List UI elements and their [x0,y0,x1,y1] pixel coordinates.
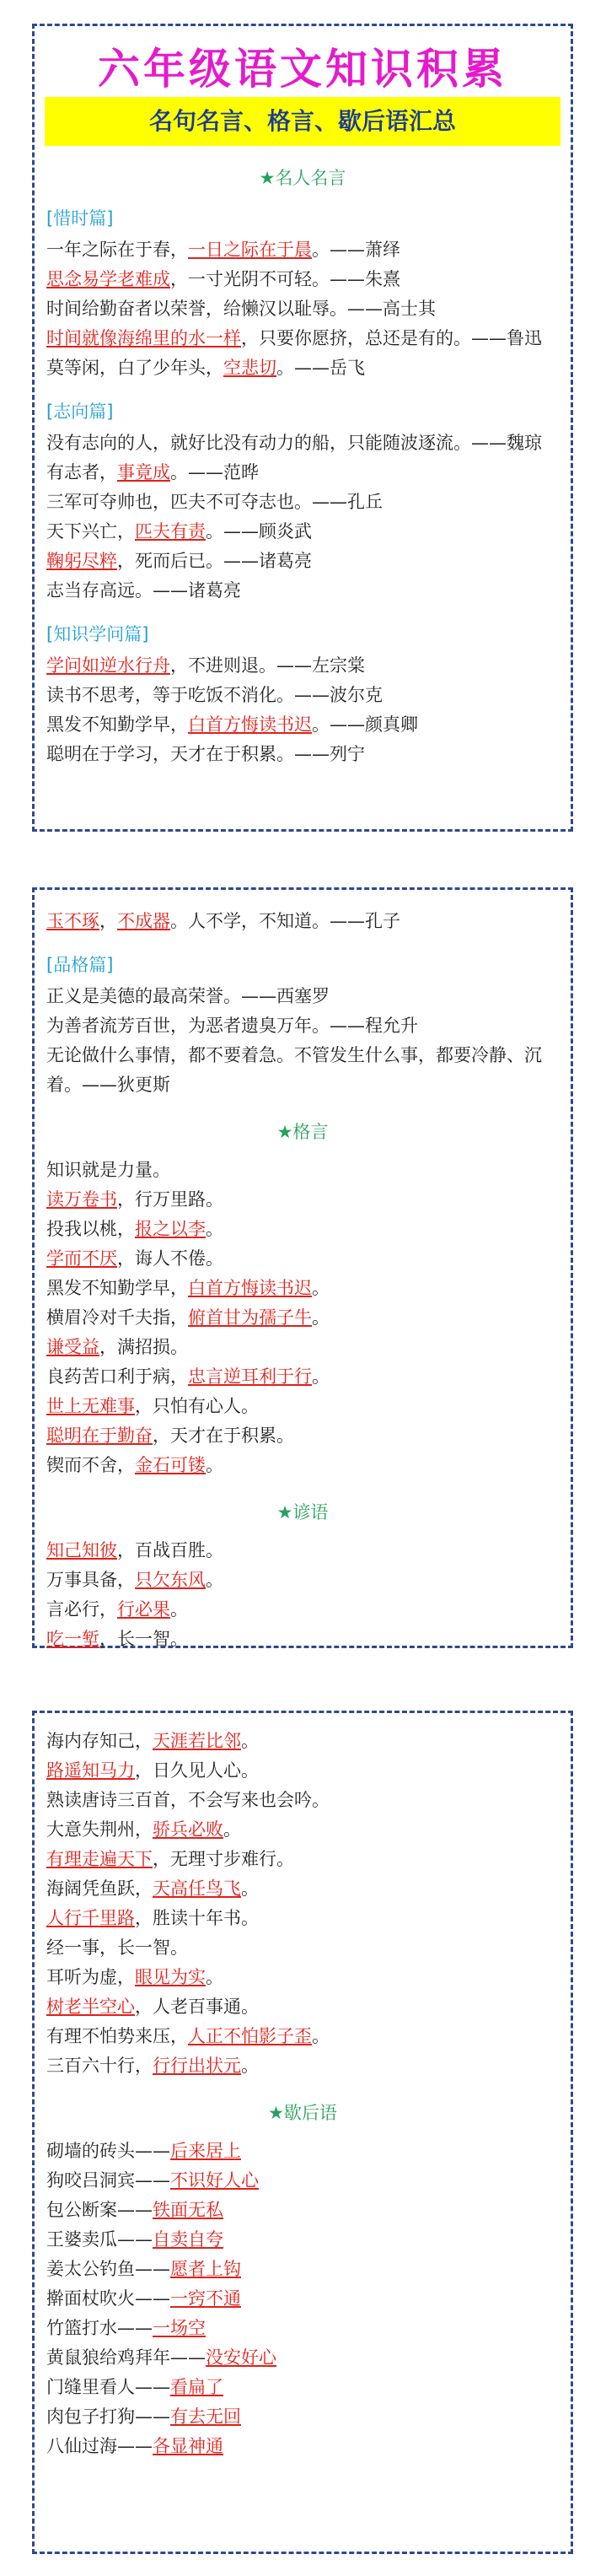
quote-text: 。 [206,1570,223,1590]
quote-line [46,1274,559,1303]
highlight: 知己知彼 [46,1540,117,1560]
highlight: 天涯若比邻 [153,1731,241,1751]
quote-text: ，死而后已。——诸葛亮 [117,551,312,571]
highlight: 没安好心 [206,2347,276,2368]
card-famous-quotes [32,24,573,832]
quote-text: 一年之际在于春， [46,240,188,260]
quote-line [46,1011,559,1041]
quote-text: ，不进则退。——左宗棠 [170,655,365,676]
quote-line [46,2196,559,2225]
highlight: 一窍不通 [170,2288,241,2309]
quote-text: 狗咬吕洞宾—— [46,2170,170,2191]
quote-text: 。 [223,1819,241,1840]
highlight: 思念易学老难成 [46,269,170,289]
quote-line [46,2225,559,2255]
quote-text: 耳听为虚， [46,1967,135,1987]
quote-line [46,710,559,740]
quote-line [46,1566,559,1595]
quote-text: 有理不怕势来压， [46,2026,188,2046]
list-mottos [46,1156,559,1480]
quote-line [46,265,559,294]
quote-text: ，胜读十年书。 [135,1908,259,1928]
highlight: 忠言逆耳利于行 [188,1366,312,1387]
quote-line [46,2314,559,2343]
quote-line [46,1421,559,1451]
quote-text: ，只要你愿挤，总还是有的。——鲁迅 [241,328,542,348]
quote-line [46,2373,559,2402]
quote-line [46,1244,559,1274]
quote-text: ，百战百胜。 [117,1540,223,1560]
highlight: 空悲切 [223,358,276,378]
quote-line [46,2432,559,2461]
quote-text: 莫等闲，白了少年头， [46,358,223,378]
quote-line [46,353,559,383]
highlight: 有理走遍天下 [46,1849,153,1869]
highlight: 白首方悔读书迟 [188,714,312,735]
quote-text: 姜太公钓鱼—— [46,2259,170,2279]
quote-line [46,2343,559,2373]
quote-line [46,1451,559,1480]
quote-line [46,576,559,606]
page-title: 六年级语文知识积累 [98,45,507,94]
quote-text: 良药苦口利于病， [46,1366,188,1387]
quote-text: 天下兴亡， [46,521,135,542]
quote-text: 读书不思考，等于吃饭不消化。——波尔克 [46,685,383,705]
quote-text: 。——岳飞 [276,358,365,378]
quote-line [46,2284,559,2314]
quote-line [46,458,559,488]
quote-text: 言必行， [46,1599,117,1619]
quote-text: ，行万里路。 [117,1189,223,1210]
highlight: 学问如逆水行舟 [46,655,170,676]
list-proverbs-b [46,1727,559,2081]
quote-line [46,1625,559,1654]
highlight: 金石可镂 [135,1455,206,1475]
highlight: 匹夫有责 [135,521,206,542]
quote-text: 。 [241,1731,259,1751]
quote-line [46,1963,559,1992]
quote-text: 。 [312,1366,330,1387]
highlight: 不识好人心 [170,2170,259,2191]
quote-text: 没有志向的人，就好比没有动力的船，只能随波逐流。——魏琼 [46,433,542,453]
quote-text: 横眉冷对千夫指， [46,1307,188,1328]
highlight: 报之以李 [135,1219,206,1239]
quote-line [46,2051,559,2081]
quote-text: 聪明在于学习，天才在于积累。——列宁 [46,744,365,764]
quote-line [46,1392,559,1421]
highlight: 事竟成 [117,462,170,482]
quote-line [46,1874,559,1904]
quote-line [46,1933,559,1963]
quote-text: 。 [206,1455,223,1475]
highlight: 白首方悔读书迟 [188,1278,312,1298]
highlight: 各显神通 [153,2436,223,2456]
highlight: 后来居上 [170,2141,241,2161]
quote-text: 。人不学，不知道。——孔子 [170,911,400,931]
quote-line [46,428,559,458]
highlight: 路遥知马力 [46,1760,135,1781]
section-famous-quotes: ★名人名言 [259,168,346,188]
quote-text: 八仙过海—— [46,2436,153,2456]
highlight: 俯首甘为孺子牛 [188,1307,312,1328]
list-proverbs-a [46,1536,559,1654]
quote-text: 黄鼠狼给鸡拜年—— [46,2347,206,2368]
quote-text: 。 [241,1878,259,1899]
quote-line [46,1727,559,1756]
quote-line [46,1303,559,1333]
quote-text: 投我以桃， [46,1219,135,1239]
highlight: 天高任鸟飞 [153,1878,241,1899]
quote-line [46,294,559,324]
quote-text: ，诲人不倦。 [117,1248,223,1269]
highlight: 愿者上钩 [170,2259,241,2279]
quote-text: 包公断案—— [46,2200,153,2220]
quote-text: 大意失荆州， [46,1819,153,1840]
quote-text: 海阔凭鱼跃， [46,1878,153,1899]
quote-line [46,1333,559,1362]
quote-text: 有志者， [46,462,117,482]
quote-text: 王婆卖瓜—— [46,2229,153,2250]
quote-text: 。 [170,1599,188,1619]
quote-line [46,1362,559,1392]
category-character: [品格篇] [46,955,114,975]
quote-text: 熟读唐诗三百首，不会写来也会吟。 [46,1790,330,1810]
quote-text: ，人老百事通。 [135,1997,259,2017]
highlight: 有去无回 [170,2406,241,2427]
highlight: 时间就像海绵里的水一样 [46,328,241,348]
quote-text: 。——颜真卿 [312,714,418,735]
highlight: 人行千里路 [46,1908,135,1928]
quote-text: 经一事，长一智。 [46,1937,188,1958]
quote-text: 海内存知己， [46,1731,153,1751]
quote-text: 。 [312,1307,330,1328]
highlight: 只欠东风 [135,1570,206,1590]
highlight: 一场空 [153,2318,206,2338]
quote-line [46,907,559,936]
quote-line [46,982,559,1011]
list-character [46,982,559,1100]
quote-line [46,517,559,547]
quote-text: 锲而不舍， [46,1455,135,1475]
quote-text: 知识就是力量。 [46,1160,170,1180]
highlight: 眼见为实 [135,1967,206,1987]
highlight: 行行出状元 [153,2056,241,2076]
highlight: 铁面无私 [153,2200,223,2220]
quote-line [46,681,559,710]
quote-text: 。——萧绎 [312,240,400,260]
highlight: 世上无难事 [46,1396,135,1416]
quote-text: 。 [206,1219,223,1239]
quote-line [46,1815,559,1845]
highlight: 行必果 [117,1599,170,1619]
quote-line [46,324,559,353]
quote-line [46,547,559,576]
list-xiehouyu [46,2137,559,2461]
highlight: 一日之际在于晨 [188,240,312,260]
highlight: 学而不厌 [46,1248,117,1269]
quote-line [46,1215,559,1244]
quote-line [46,1904,559,1933]
highlight: 看扁了 [170,2377,223,2397]
quote-text: 万事具备， [46,1570,135,1590]
quote-line [46,1185,559,1215]
highlight: 吃一堑 [46,1629,99,1649]
quote-text: ，长一智。 [99,1629,188,1649]
quote-text: 为善者流芳百世，为恶者遗臭万年。——程允升 [46,1016,418,1036]
card-mottos [32,887,573,1648]
quote-text: ，满招损。 [99,1337,188,1357]
quote-text: ，天才在于积累。 [153,1425,294,1446]
quote-line [46,1041,559,1100]
quote-text: ，一寸光阴不可轻。——朱熹 [170,269,400,289]
list-ambition [46,428,559,606]
quote-text: 时间给勤奋者以荣誉，给懒汉以耻辱。——高士其 [46,299,436,319]
quote-text: 门缝里看人—— [46,2377,170,2397]
quote-text: 三军可夺帅也，匹夫不可夺志也。——孔丘 [46,492,383,512]
quote-text: ，无理寸步难行。 [153,1849,294,1869]
quote-text: ，日久见人心。 [135,1760,259,1781]
quote-line [46,2255,559,2284]
highlight: 不成器 [117,911,170,931]
quote-text: 。 [312,1278,330,1298]
quote-text: 黑发不知勤学早， [46,714,188,735]
section-proverbs: ★谚语 [276,1502,329,1522]
card-proverbs [32,1711,573,2554]
highlight: 读万卷书 [46,1189,117,1210]
quote-line [46,1756,559,1786]
quote-line [46,1786,559,1815]
quote-text: ， [99,911,117,931]
highlight: 玉不琢 [46,911,99,931]
quote-text: 。 [206,1967,223,1987]
quote-line [46,1156,559,1185]
highlight: 聪明在于勤奋 [46,1425,153,1446]
quote-line [46,1536,559,1566]
highlight: 鞠躬尽粹 [46,551,117,571]
quote-text: 志当存高远。——诸葛亮 [46,580,241,601]
quote-text: 无论做什么事情，都不要着急。不管发生什么事，都要冷静、沉着。——狄更斯 [46,1045,542,1095]
quote-text: 竹篮打水—— [46,2318,153,2338]
section-mottos: ★格言 [276,1122,329,1142]
page-subtitle: 名句名言、格言、歇后语汇总 [45,97,560,146]
list-learning [46,651,559,769]
quote-text: 三百六十行， [46,2056,153,2076]
quote-line [46,2022,559,2051]
quote-text: 。 [312,2026,330,2046]
quote-line [46,2166,559,2196]
quote-text: 。 [241,2056,259,2076]
quote-line [46,488,559,517]
quote-line [46,651,559,681]
category-time: [惜时篇] [46,208,114,229]
quote-line [46,1595,559,1625]
category-learning: [知识学问篇] [46,624,149,644]
quote-line [46,1845,559,1874]
quote-text: 肉包子打狗—— [46,2406,170,2427]
quote-text: 擀面杖吹火—— [46,2288,170,2309]
highlight: 树老半空心 [46,1997,135,2017]
quote-line [46,740,559,769]
quote-text: 黑发不知勤学早， [46,1278,188,1298]
quote-text: 。——范晔 [170,462,259,482]
category-ambition: [志向篇] [46,401,114,422]
quote-line [46,2137,559,2166]
quote-line [46,235,559,265]
highlight: 骄兵必败 [153,1819,223,1840]
quote-line [46,2402,559,2432]
quote-text: 砌墙的砖头—— [46,2141,170,2161]
quote-text: 正义是美德的最高荣誉。——西塞罗 [46,986,330,1006]
highlight: 人正不怕影子歪 [188,2026,312,2046]
highlight: 自卖自夸 [153,2229,223,2250]
quote-text: 。——顾炎武 [206,521,312,542]
quote-line [46,1992,559,2022]
list-time [46,235,559,383]
highlight: 谦受益 [46,1337,99,1357]
section-xiehouyu: ★歇后语 [268,2103,337,2123]
quote-text: ，只怕有心人。 [135,1396,259,1416]
